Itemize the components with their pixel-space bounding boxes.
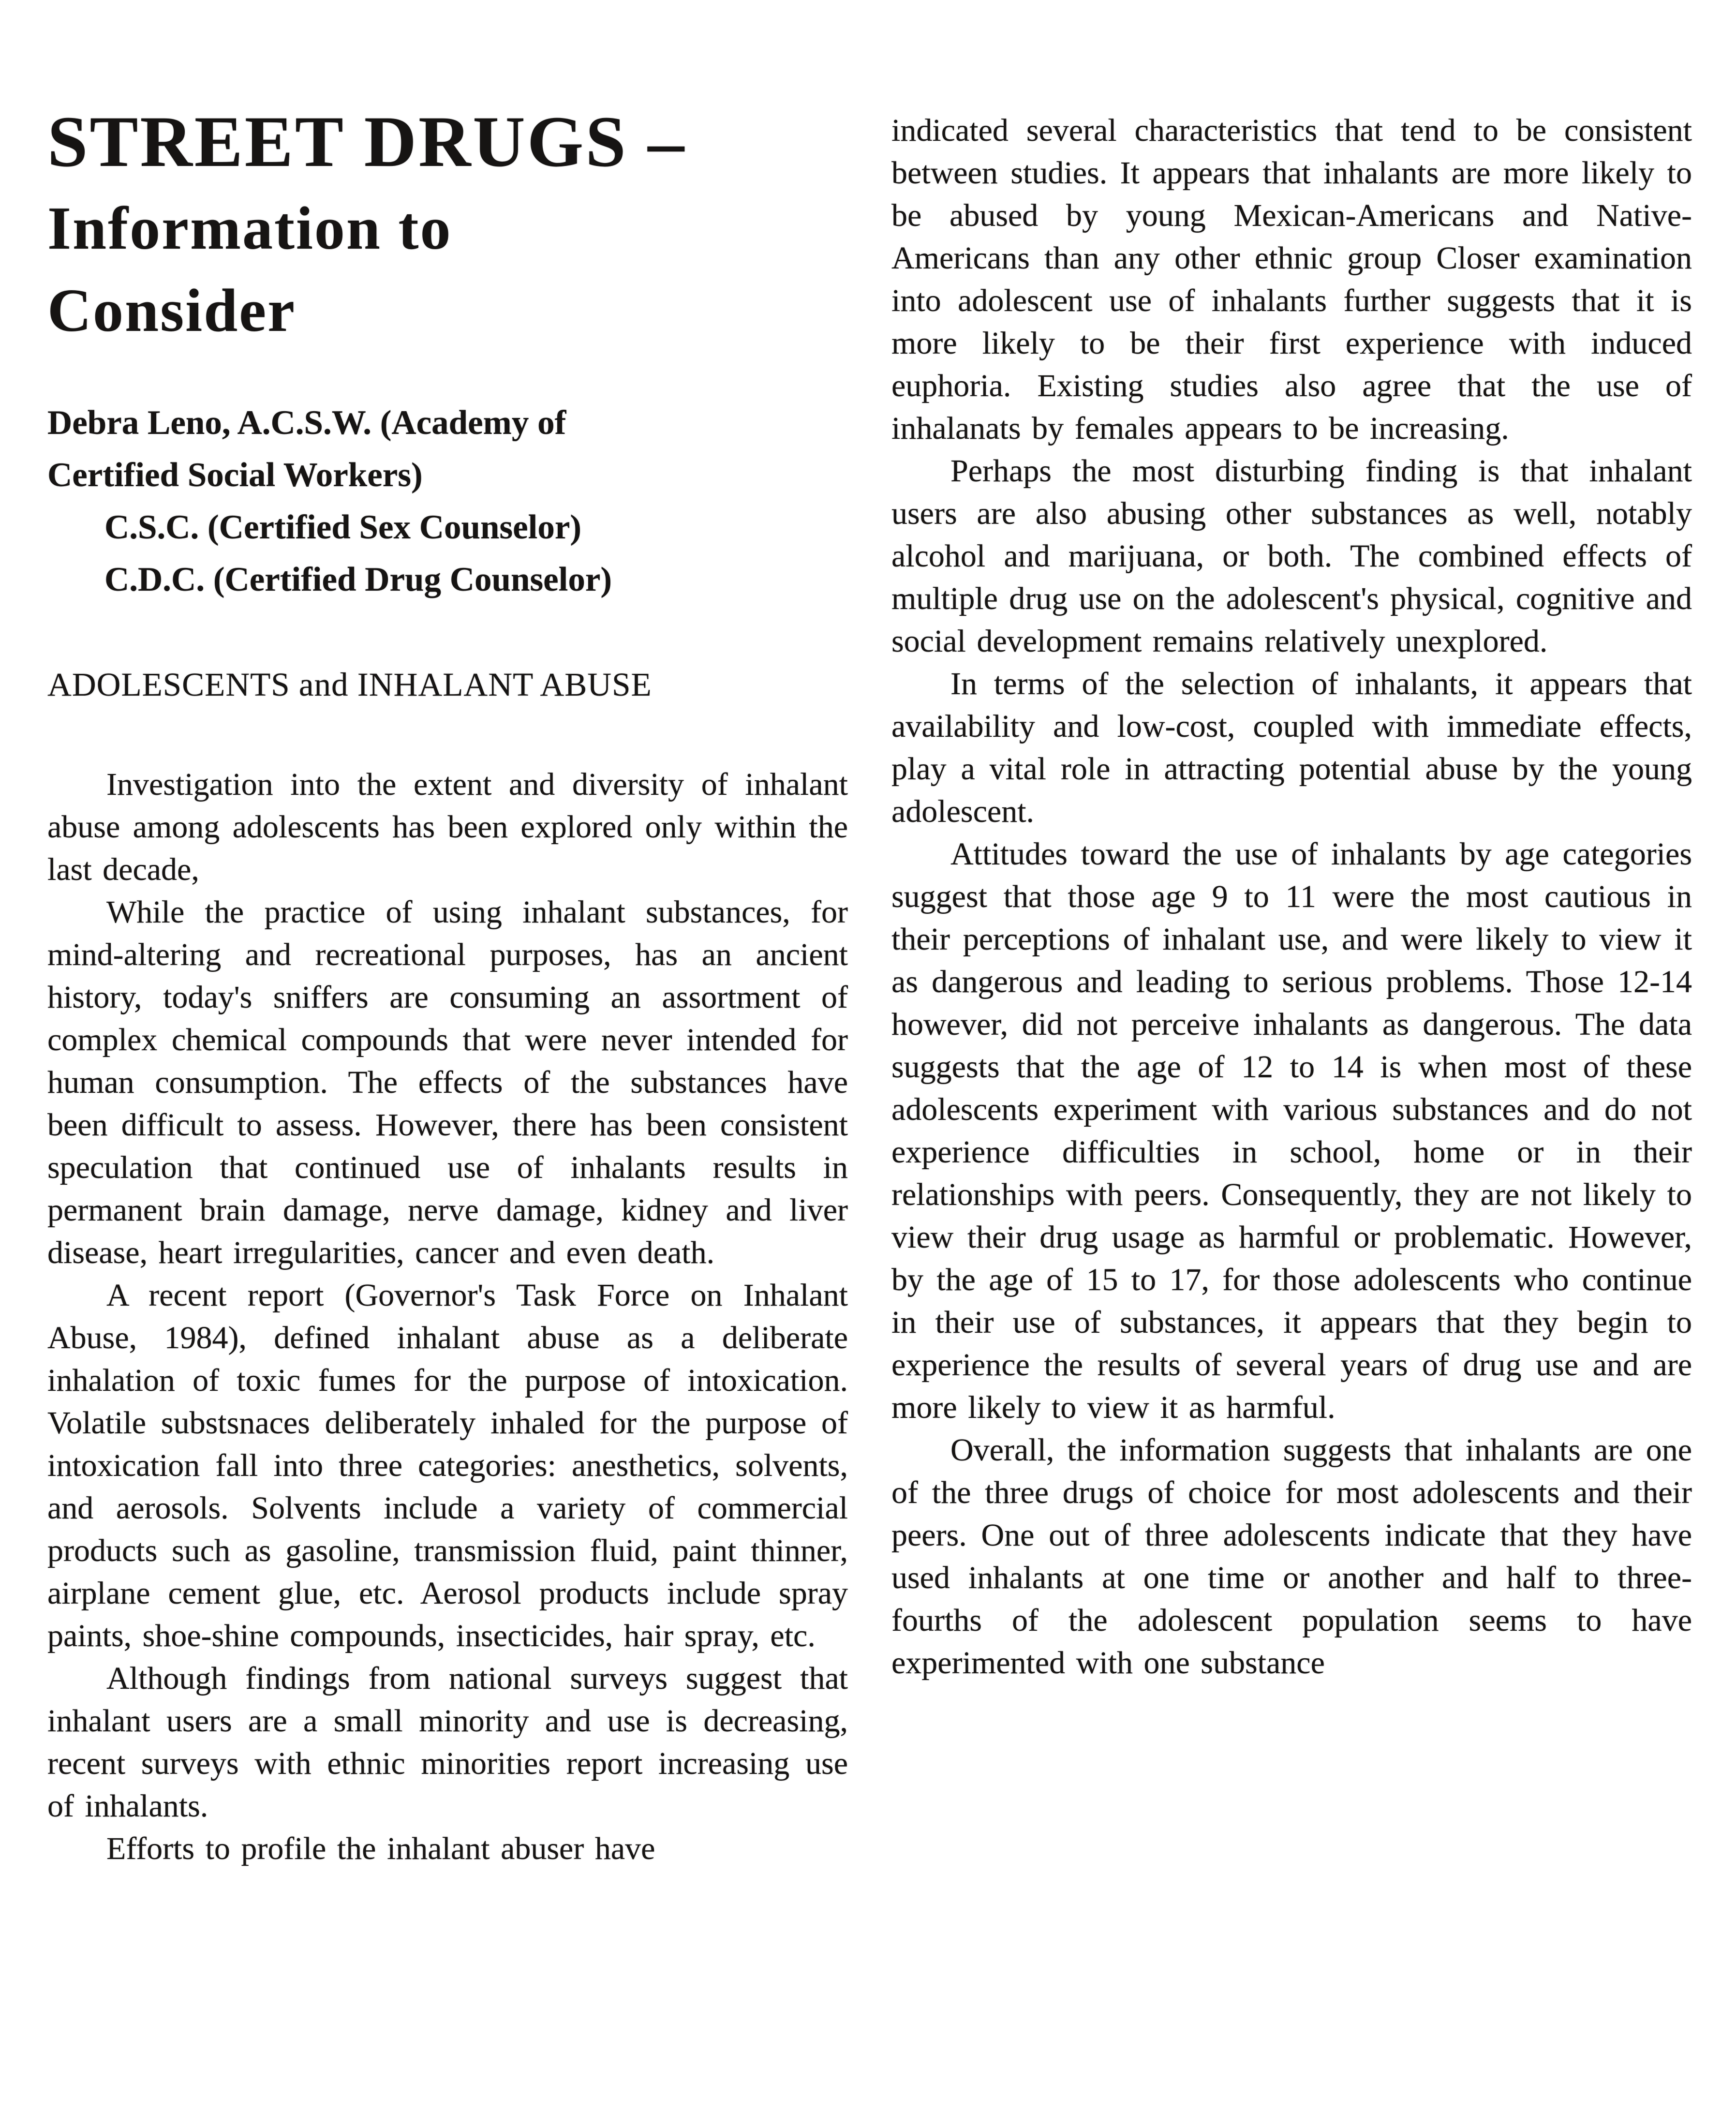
byline [47,397,848,606]
left-column-body [47,763,848,1870]
body-paragraph: Perhaps the most disturbing finding is that inhalant users are also abusing other substances as well, notably alcohol and marijuana, or both. The combined effects of multiple drug use on the adolescent's physical, cognitive and social development remains relatively unexplored. [891,453,1692,659]
article-title-line-2: Information to [47,194,452,262]
left-column [47,97,848,2084]
body-paragraph: A recent report (Governor's Task Force on Inhalant Abuse, 1984), defined inhalant abuse as a deliberate inhalation of toxic fumes for the purpose of intoxication. Volatile substsnaces deliberately inhaled for the purpose of intoxication fall into three categories: anesthetics, solvents, and aerosols. Solvents include a variety of commercial products such as gasoline, transmission fluid, paint thinner, airplane cement glue, etc. Aerosol products include spray paints, shoe-shine compounds, insecticides, hair spray, etc. [47,1277,848,1653]
body-paragraph: Efforts to profile the inhalant abuser have [106,1830,655,1866]
body-paragraph: While the practice of using inhalant substances, for mind-altering and recreational purposes, has an ancient history, today's sniffers are consuming an assortment of complex chemical compounds that were never intended for human consumption. The effects of the substances have been difficult to assess. However, there has been consistent speculation that continued use of inhalants results in permanent brain damage, nerve damage, kidney and liver disease, heart irregularities, cancer and even death. [47,894,848,1270]
right-column [891,97,1692,2084]
body-paragraph: Although findings from national surveys suggest that inhalant users are a small minority and use is decreasing, recent surveys with ethnic minorities report increasing use of inhalants. [47,1660,848,1824]
section-heading: ADOLESCENTS and INHALANT ABUSE [47,666,652,703]
body-paragraph: Investigation into the extent and diversity of inhalant abuse among adolescents has been explored only within the last decade, [47,766,848,887]
byline-line-1: Debra Leno, A.C.S.W. (Academy of [47,403,566,442]
byline-line-4: C.D.C. (Certified Drug Counselor) [104,560,612,598]
body-paragraph: In terms of the selection of inhalants, it appears that availability and low-cost, coupled with immediate effects, play a vital role in attracting potential abuse by the young adolescent. [891,666,1692,829]
byline-line-3: C.S.C. (Certified Sex Counselor) [104,508,581,546]
article-title-line-3: Consider [47,277,297,344]
byline-line-2: Certified Social Workers) [47,456,423,494]
body-paragraph: indicated several characteristics that tend to be consistent between studies. It appears that inhalants are more likely to be abused by young Mexican-Americans and Native-Americans than any other ethnic group Closer examination into adolescent use of inhalants further suggests that it is more likely to be their first experience with induced euphoria. Existing studies also agree that the use of inhalanats by females appears to be increasing. [891,113,1692,446]
article-title-line-1: STREET DRUGS – [47,102,686,182]
body-paragraph: Attitudes toward the use of inhalants by age categories suggest that those age 9 to 11 were the most cautious in their perceptions of inhalant use, and were likely to view it as dangerous and leading to serious problems. Those 12-14 however, did not perceive inhalants as dangerous. The data suggests that the age of 12 to 14 is when most of these adolescents experiment with various substances and do not experience difficulties in school, home or in their relationships with peers. Consequently, they are not likely to view their drug usage as harmful or problematic. However, by the age of 15 to 17, for those adolescents who continue in their use of substances, it appears that they begin to experience the results of several years of drug use and are more likely to view it as harmful. [891,836,1692,1425]
right-column-body [891,109,1692,1684]
body-paragraph: Overall, the information suggests that inhalants are one of the three drugs of choice for most adolescents and their peers. One out of three adolescents indicate that they have used inhalants at one time or another and half to three-fourths of the adolescent population seems to have experimented with one substance [891,1432,1692,1681]
